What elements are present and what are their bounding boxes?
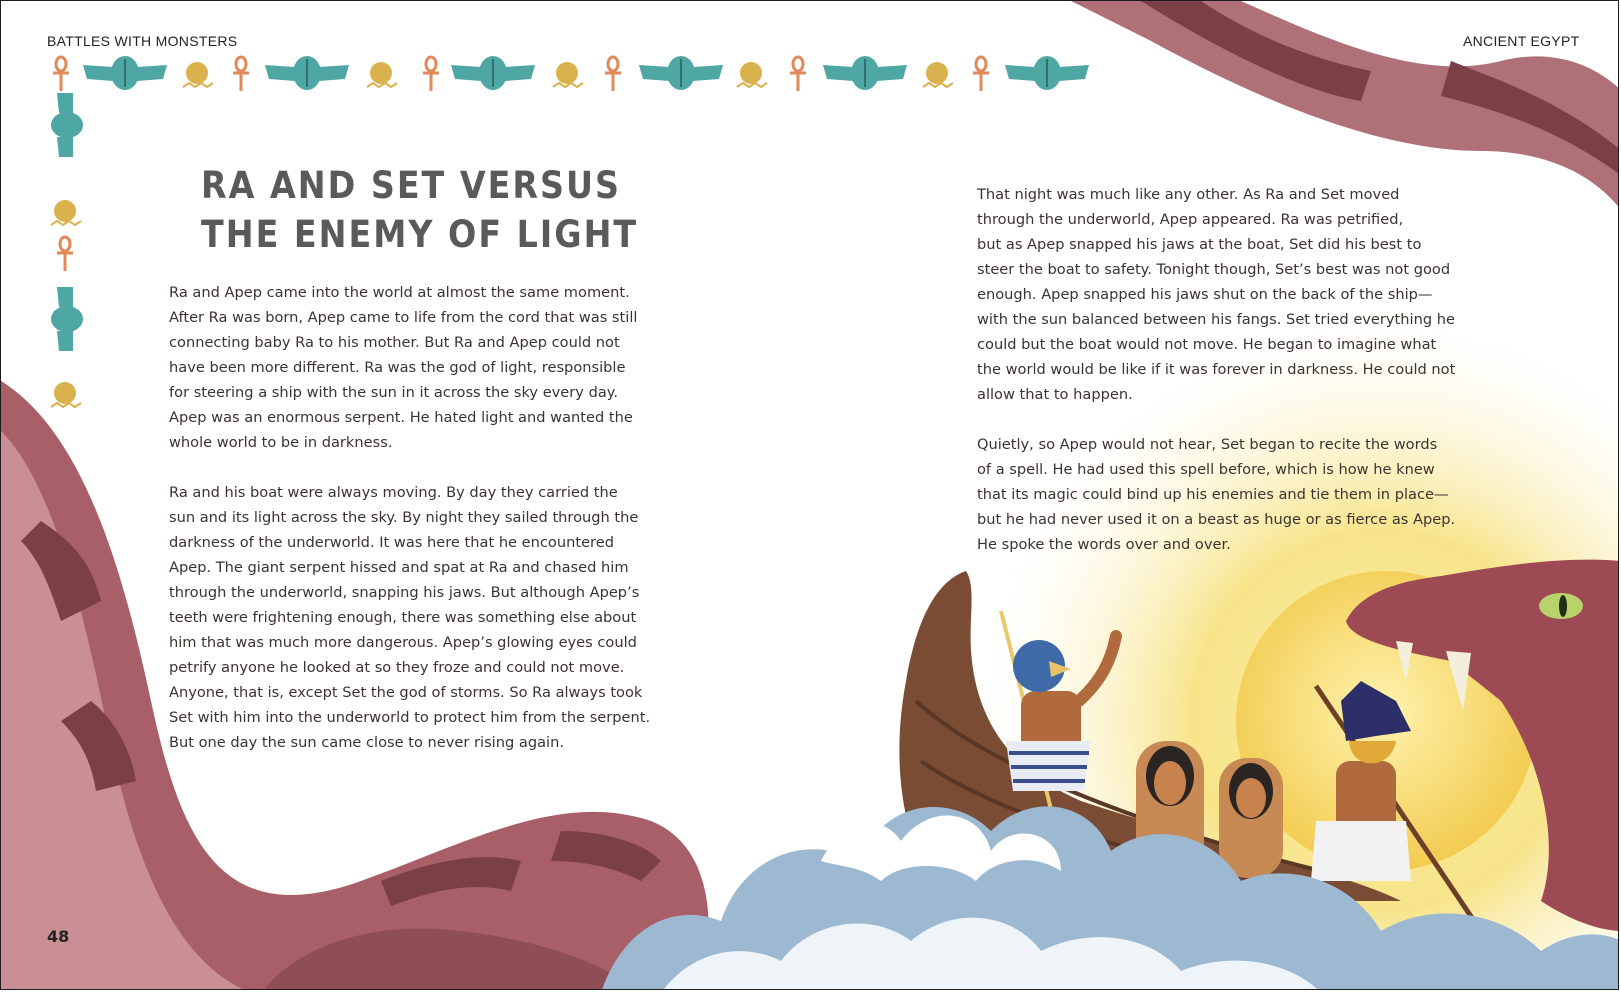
right-column-line: He spoke the words over and over. [977, 536, 1231, 553]
left-column-line: connecting baby Ra to his mother. But Ra and Apep could not [169, 334, 620, 351]
left-column-line: After Ra was born, Apep came to life from the cord that was still [169, 309, 638, 326]
left-column-line: through the underworld, snapping his jaws. But although Apep’s [169, 584, 640, 601]
left-column-line: Ra and his boat were always moving. By day they carried the [169, 484, 618, 501]
title-line-2: THE ENEMY OF LIGHT [201, 213, 639, 256]
ankh-icon [53, 57, 69, 91]
right-column-line: steer the boat to safety. Tonight though, Set’s best was not good [977, 261, 1451, 278]
left-column-line: Set with him into the underworld to protect him from the serpent. [169, 709, 651, 726]
left-column-line: Anyone, that is, except Set the god of storms. So Ra always took [169, 684, 643, 701]
sun-disc-icon [183, 62, 213, 87]
scarab-icon [51, 287, 83, 351]
left-column-line: petrify anyone he looked at so they froze and could not move. [169, 659, 625, 676]
left-column-line: for steering a ship with the sun in it across the sky every day. [169, 384, 618, 401]
right-column-line: with the sun balanced between his fangs. Set tried everything he [977, 311, 1455, 328]
right-column-line: Quietly, so Apep would not hear, Set began to recite the words [977, 436, 1438, 453]
page-number: 48 [47, 927, 70, 946]
ankh-icon [57, 237, 73, 271]
sun-disc-icon [923, 62, 953, 87]
title-line-1: RA AND SET VERSUS [201, 164, 621, 207]
sun-disc-icon [367, 62, 397, 87]
right-column-line: of a spell. He had used this spell before, which is how he knew [977, 461, 1435, 478]
scarab-icon [83, 56, 167, 90]
left-column-line: Ra and Apep came into the world at almost the same moment. [169, 284, 630, 301]
left-column-line: But one day the sun came close to never rising again. [169, 734, 564, 751]
left-column-line: sun and its light across the sky. By night they sailed through the [169, 509, 639, 526]
ankh-icon [423, 57, 439, 91]
running-header-left: BATTLES WITH MONSTERS [47, 33, 238, 49]
paragraph-gap [977, 407, 1455, 432]
ankh-icon [233, 57, 249, 91]
ankh-icon [790, 57, 806, 91]
scarab-icon [639, 56, 723, 90]
ankh-icon [973, 57, 989, 91]
left-column-line: him that was much more dangerous. Apep’s glowing eyes could [169, 634, 637, 651]
right-column-line: through the underworld, Apep appeared. Ra was petrified, [977, 211, 1404, 228]
ankh-icon [605, 57, 621, 91]
running-header-right: ANCIENT EGYPT [1463, 33, 1580, 49]
right-column-line: That night was much like any other. As Ra and Set moved [977, 186, 1400, 203]
scarab-icon [265, 56, 349, 90]
right-column-text [977, 182, 1455, 557]
left-column-line: have been more different. Ra was the god of light, responsible [169, 359, 626, 376]
scarab-icon [1005, 56, 1089, 90]
sun-disc-icon [51, 382, 81, 407]
paragraph-gap [169, 455, 650, 480]
scarab-icon [823, 56, 907, 90]
scarab-icon [51, 93, 83, 157]
right-column-line: could but the boat would not move. He began to imagine what [977, 336, 1437, 353]
left-column-line: teeth were frightening enough, there was something else about [169, 609, 637, 626]
sun-disc-icon [51, 200, 81, 225]
sun-disc-icon [737, 62, 767, 87]
right-column-line: the world would be like if it was forever in darkness. He could not [977, 361, 1456, 378]
sun-disc-icon [553, 62, 583, 87]
chapter-title [201, 161, 639, 259]
right-column-line: allow that to happen. [977, 386, 1133, 403]
right-column-line: enough. Apep snapped his jaws shut on the back of the ship— [977, 286, 1433, 303]
scarab-icon [451, 56, 535, 90]
right-column-line: but as Apep snapped his jaws at the boat, Set did his best to [977, 236, 1422, 253]
left-column-line: darkness of the underworld. It was here that he encountered [169, 534, 614, 551]
right-column-line: but he had never used it on a beast as huge or as fierce as Apep. [977, 511, 1456, 528]
left-column-line: whole world to be in darkness. [169, 434, 393, 451]
left-column-line: Apep. The giant serpent hissed and spat at Ra and chased him [169, 559, 629, 576]
left-column-text [169, 280, 650, 755]
right-column-line: that its magic could bind up his enemies and tie them in place— [977, 486, 1449, 503]
left-column-line: Apep was an enormous serpent. He hated light and wanted the [169, 409, 633, 426]
